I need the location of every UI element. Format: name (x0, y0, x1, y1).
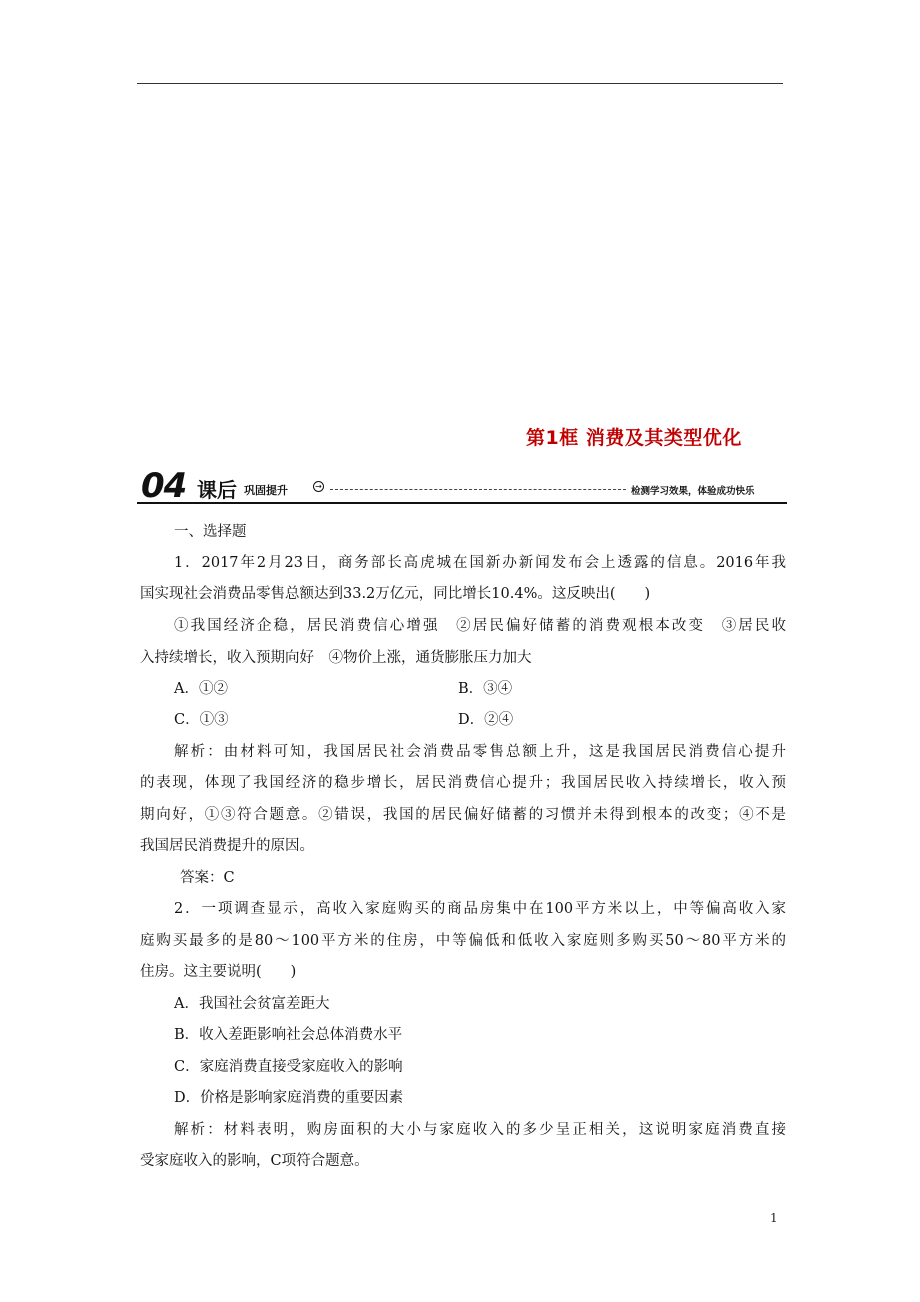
q2-stem-line1: 2．一项调查显示，高收入家庭购买的商品房集中在100平方米以上，中等偏高收入家 (174, 901, 786, 917)
q2-stem-line2: 庭购买最多的是80～100平方米的住房，中等偏低和低收入家庭则多购买50～80平方米的 (140, 933, 786, 949)
q2-option-d: D．价格是影响家庭消费的重要因素 (174, 1090, 404, 1106)
q1-items-line1: ①我国经济企稳，居民消费信心增强 ②居民偏好储蓄的消费观根本改变 ③居民收 (174, 618, 786, 634)
q2-option-a: A．我国社会贫富差距大 (174, 996, 330, 1012)
q2-option-c: C．家庭消费直接受家庭收入的影响 (174, 1059, 403, 1075)
banner-number: 04 (141, 466, 187, 506)
q2-option-b: B．收入差距影响社会总体消费水平 (174, 1027, 403, 1043)
banner-label-big: 课后 (197, 478, 237, 502)
q1-option-a: A．①② (174, 681, 228, 697)
q2-analysis-line2: 受家庭收入的影响，C项符合题意。 (140, 1153, 369, 1169)
arrow-circle-icon: → (313, 481, 324, 492)
q1-option-d: D．②④ (458, 712, 514, 728)
lesson-title: 第1框 消费及其类型优化 (526, 427, 742, 449)
q1-stem-line1: 1．2017年2月23日，商务部长高虎城在国新办新闻发布会上透露的信息。2016年我 (174, 555, 786, 571)
header-rule (137, 83, 783, 84)
banner-label-small: 巩固提升 (244, 484, 288, 497)
banner-dashed-line (330, 489, 626, 490)
q1-stem-line2: 国实现社会消费品零售总额达到33.2万亿元，同比增长10.4%。这反映出( ) (140, 586, 651, 602)
q1-option-b: B．③④ (458, 681, 513, 697)
q1-answer: 答案：C (180, 870, 235, 886)
q1-items-line2: 入持续增长，收入预期向好 ④物价上涨，通货膨胀压力加大 (140, 650, 532, 666)
q2-stem-line3: 住房。这主要说明( ) (140, 964, 297, 980)
banner-tagline: 检测学习效果，体验成功快乐 (631, 486, 755, 497)
q2-analysis-line1: 解析：材料表明，购房面积的大小与家庭收入的多少呈正相关，这说明家庭消费直接 (174, 1122, 786, 1138)
q1-analysis-line4: 我国居民消费提升的原因。 (140, 838, 314, 854)
q1-analysis-line1: 解析：由材料可知，我国居民社会消费品零售总额上升，这是我国居民消费信心提升 (174, 744, 786, 760)
q1-option-c: C．①③ (174, 712, 229, 728)
q1-analysis-line2: 的表现，体现了我国经济的稳步增长，居民消费信心提升；我国居民收入持续增长，收入预 (140, 775, 786, 791)
page-number: 1 (770, 1211, 778, 1225)
section-banner (137, 466, 787, 506)
section-heading: 一、选择题 (174, 524, 247, 540)
banner-rule (137, 502, 787, 504)
q1-analysis-line3: 期向好，①③符合题意。②错误，我国的居民偏好储蓄的习惯并未得到根本的改变；④不是 (140, 807, 786, 823)
